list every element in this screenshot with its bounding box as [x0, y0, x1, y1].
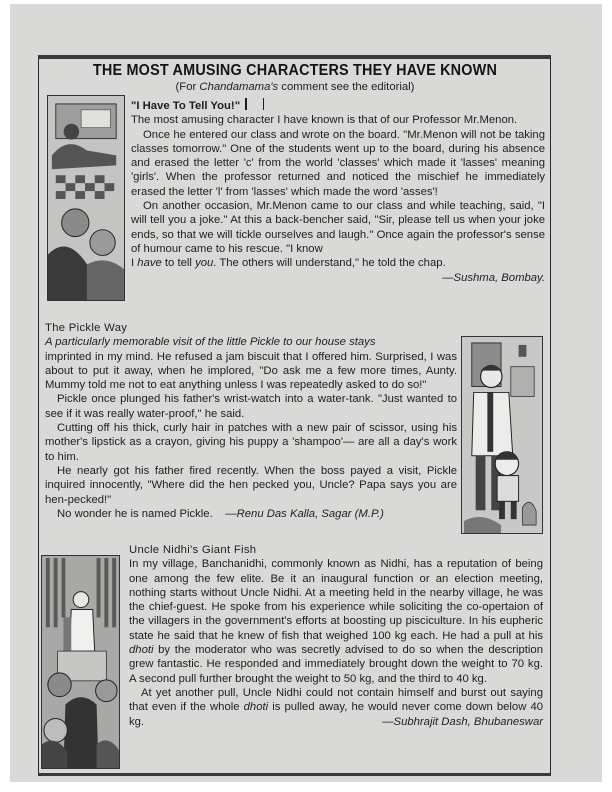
story-3-paragraph: At yet another pull, Uncle Nidhi could not contain himself and burst out saying that even if the whole dhoti is pulled away, he would never come down below 40 kg. [129, 686, 544, 728]
story-2-paragraph: He nearly got his father fired recently. When the boss payed a visit, Pickle inquired innocently, "Where did the hen pecked you, Uncle? Papa says you are hen-pecked!" [45, 464, 457, 506]
story-2-paragraph: Pickle once plunged his father's wrist-watch into a water-tank. "Just wanted to see if it was really water-proof," he said. [45, 393, 457, 420]
subtitle-magazine-name: Chandamama's [199, 81, 279, 93]
story-1-last-line: I have to tell you. The others will understand," he told the chap. [131, 257, 446, 270]
story-1-paragraph: Once he entered our class and wrote on the board. "Mr.Menon will not be taking classes tomorrow." One of the students went up to the board, during his absence and erased the letter 'c' from the world 'classes' which made it 'lasses' meaning 'girls'. When the professor returned and noticed the mischief he immediately erased the letter 'l' from 'lasses' which made the word 'asses'! [131, 128, 545, 198]
story-2-closing: No wonder he is named Pickle. —Renu Das Kalla, Sagar (M.P.) [57, 507, 384, 520]
story-2-paragraph: imprinted in my mind. He refused a jam biscuit that I offered him. Surprised, I was about to put it away, when he implored, "Do ask me a few more times, Aunty. Mummy told me not to eat anything unless I was repeatedly asked to do so!" [45, 350, 457, 392]
page-subtitle [40, 81, 550, 93]
story-3 [129, 543, 543, 729]
text-bar-mark [245, 98, 247, 110]
story-1 [131, 98, 545, 285]
classroom-professor-illustration [47, 95, 125, 301]
story-1-heading: "I Have To Tell You!" [131, 98, 545, 113]
subtitle-prefix: (For [175, 81, 200, 93]
father-and-child-illustration [461, 336, 543, 534]
story-3-paragraph: In my village, Banchanidhi, commonly known as Nidhi, has a reputation of being one among the few elite. Be it an inaugural function or an election meeting, nothing starts without Uncle Nidhi. At a meeting held in the nearby village, he was the chief-guest. He spoke from his experience while soliciting the co-opertaion of the villagers in the government's efforts at boosting up pisciculture. In his eupheric state he said that he knew of fish that weighed 100 kg each. He had a pull at his dhoti by the moderator who was secretly advised to do so when the description grew fantastic. He responded and immediately brought down the weight to 70 kg. A second pull further brought the weight to 50 kg, and the third to 40 kg. [129, 558, 543, 685]
story-1-attribution: —Sushma, Bombay. [442, 271, 545, 284]
story-2-attribution: —Renu Das Kalla, Sagar (M.P.) [225, 507, 384, 520]
story-1-paragraph: On another occasion, Mr.Menon came to our class and while teaching, said, "I will tell you a joke." At this a back-bencher said, "Sir, please tell us when your joke ends, so that we will tickle ourselves and laugh." Once again the professor's sense of humour came to his rescue. "I know [131, 200, 545, 255]
story-2-intro: A particularly memorable visit of the little Pickle to our house stays [45, 336, 376, 349]
story-3-attribution: —Subhrajit Dash, Bhubaneswar [382, 715, 543, 728]
story-3-heading: Uncle Nidhi's Giant Fish [129, 544, 257, 556]
story-2-paragraph: Cutting off his thick, curly hair in patches with a new pair of scissor, using his mother's lipstick as a crayon, giving his puppy a 'shampoo'— are all a day's work to him. [45, 422, 457, 463]
story-2-heading: The Pickle Way [45, 322, 128, 334]
text-bar-mark [263, 98, 265, 110]
page-title: THE MOST AMUSING CHARACTERS THEY HAVE KNOWN [92, 62, 498, 79]
story-2 [45, 321, 457, 521]
subtitle-suffix: comment see the editorial) [278, 81, 415, 93]
speaker-at-podium-illustration [41, 555, 120, 769]
story-1-paragraph: The most amusing character I have known is that of our Professor Mr.Menon. [131, 114, 518, 127]
